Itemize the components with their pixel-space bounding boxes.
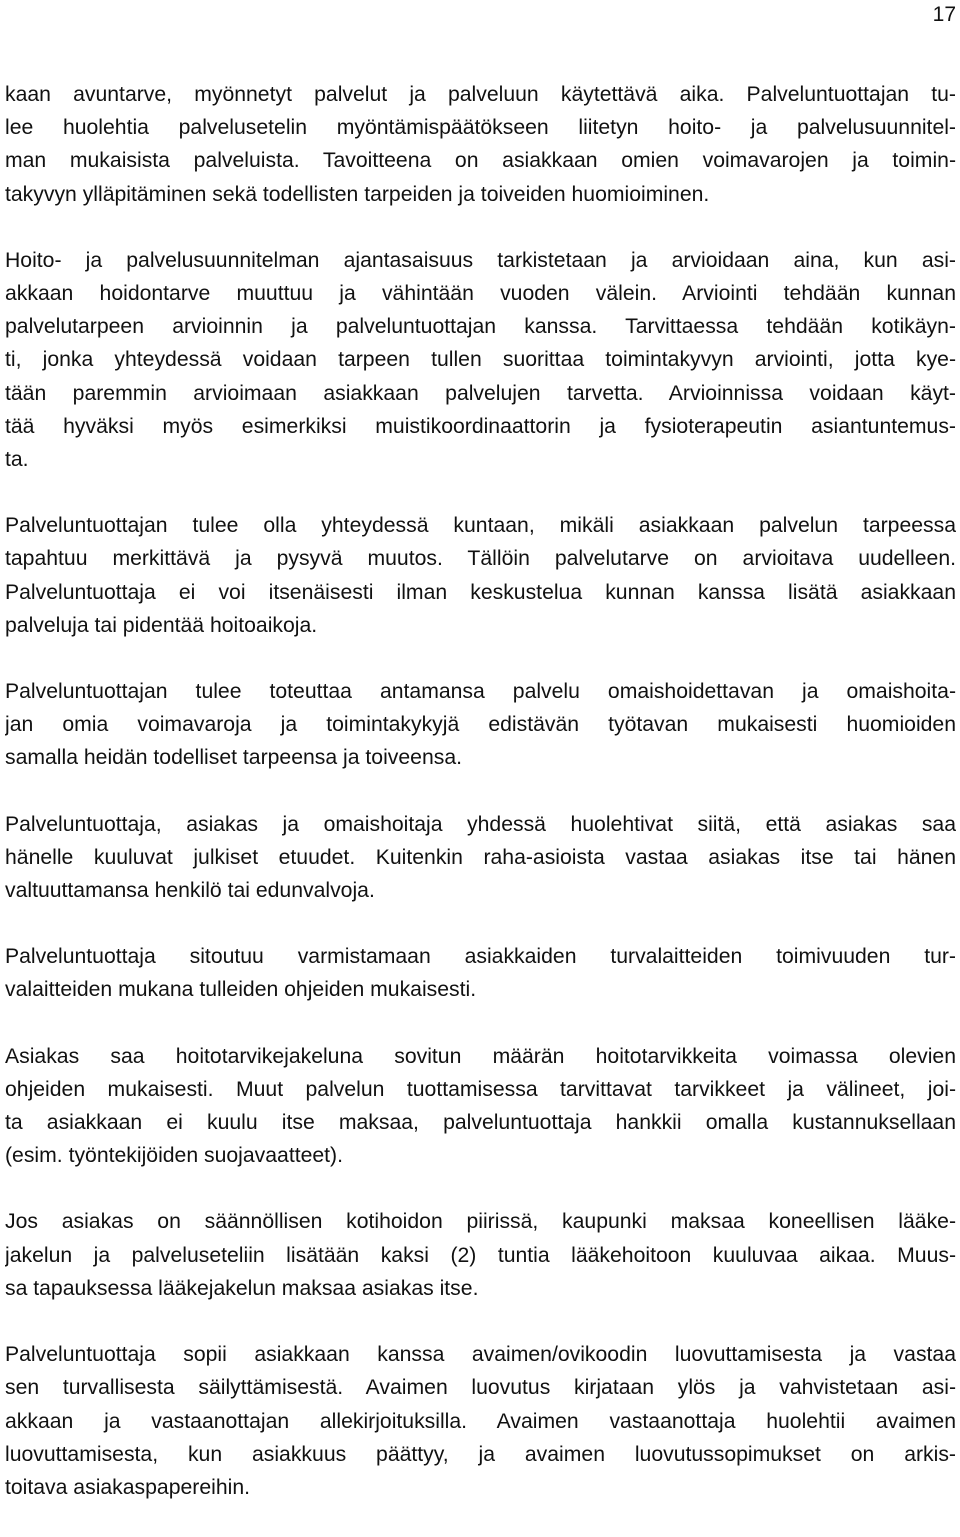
text-line: palveluja tai pidentää hoitoaikoja.: [5, 613, 318, 637]
text-line: jakelun ja palveluseteliin lisätään kaksi (2) tuntia lääkehoitoon kuuluvaa aikaa. Muus-: [5, 1243, 956, 1267]
text-line: (esim. työntekijöiden suojavaatteet).: [5, 1144, 343, 1168]
text-line: man mukaisista palveluista. Tavoitteena on asiakkaan omien voimavarojen ja toimin-: [5, 149, 956, 173]
text-line: Palveluntuottajan tulee toteuttaa antamansa palvelu omaishoidettavan ja omaishoita-: [5, 680, 956, 704]
text-line: valaitteiden mukana tulleiden ohjeiden mukaisesti.: [5, 978, 477, 1002]
text-line: ta.: [5, 448, 29, 472]
text-line: sen turvallisesta säilyttämisestä. Avaimen luovutus kirjataan ylös ja vahvistetaan asi-: [5, 1376, 956, 1400]
page-number: 17: [932, 3, 956, 26]
text-line: palvelutarpeen arvioinnin ja palveluntuottajan kanssa. Tarvittaessa tehdään kotikäyn-: [5, 315, 956, 339]
text-line: ti, jonka yhteydessä voidaan tarpeen tullen suorittaa toimintakyvyn arviointi, jotta kye-: [5, 348, 956, 372]
text-line: ohjeiden mukaisesti. Muut palvelun tuottamisessa tarvittavat tarvikkeet ja välineet, joi-: [5, 1077, 956, 1101]
paragraph: [5, 808, 956, 908]
text-line: luovuttamisesta, kun asiakkuus päättyy, ja avaimen luovutussopimukset on arkis-: [5, 1442, 956, 1466]
paragraph: [5, 1205, 956, 1305]
text-line: takyvyn ylläpitäminen sekä todellisten tarpeiden ja toiveiden huomioiminen.: [5, 182, 710, 206]
document-body: [5, 78, 956, 1537]
text-line: Palveluntuottaja sitoutuu varmistamaan asiakkaiden turvalaitteiden toimivuuden tur-: [5, 945, 956, 969]
paragraph: [5, 244, 956, 476]
text-line: Hoito- ja palvelusuunnitelman ajantasaisuus tarkistetaan ja arvioidaan aina, kun asi-: [5, 248, 956, 272]
text-line: ta asiakkaan ei kuulu itse maksaa, palveluntuottaja hankkii omalla kustannuksellaan: [5, 1111, 956, 1135]
paragraph: [5, 675, 956, 775]
text-line: Palveluntuottajan tulee olla yhteydessä kuntaan, mikäli asiakkaan palvelun tarpeessa: [5, 514, 956, 538]
text-line: tään paremmin arvioimaan asiakkaan palvelujen tarvetta. Arvioinnissa voidaan käyt-: [5, 381, 956, 405]
text-line: Asiakas saa hoitotarvikejakeluna sovitun määrän hoitotarvikkeita voimassa olevien: [5, 1044, 956, 1068]
paragraph: [5, 1040, 956, 1173]
text-line: kaan avuntarve, myönnetyt palvelut ja palveluun käytettävä aika. Palveluntuottajan tu-: [5, 83, 956, 106]
paragraph: [5, 940, 956, 1006]
text-line: samalla heidän todelliset tarpeensa ja toiveensa.: [5, 746, 463, 770]
text-line: Palveluntuottaja, asiakas ja omaishoitaja yhdessä huolehtivat siitä, että asiakas saa: [5, 812, 956, 836]
text-line: tapahtuu merkittävä ja pysyvä muutos. Tällöin palvelutarve on arvioitava uudelleen.: [5, 547, 956, 571]
text-line: lee huolehtia palvelusetelin myöntämispäätökseen liitetyn hoito- ja palvelusuunnitel-: [5, 116, 956, 140]
text-line: hänelle kuuluvat julkiset etuudet. Kuitenkin raha-asioista vastaa asiakas itse tai hänen: [5, 845, 956, 869]
text-line: sa tapauksessa lääkejakelun maksaa asiakas itse.: [5, 1276, 479, 1300]
paragraph: [5, 78, 956, 211]
text-line: Palveluntuottaja ei voi itsenäisesti ilman keskustelua kunnan kanssa lisätä asiakkaan: [5, 580, 956, 604]
text-line: valtuuttamansa henkilö tai edunvalvoja.: [5, 879, 375, 903]
text-line: akkaan hoidontarve muuttuu ja vähintään vuoden välein. Arviointi tehdään kunnan: [5, 282, 956, 306]
text-line: toitava asiakaspapereihin.: [5, 1475, 250, 1499]
paragraph: [5, 1338, 956, 1504]
text-line: Palveluntuottaja sopii asiakkaan kanssa avaimen/ovikoodin luovuttamisesta ja vastaa: [5, 1343, 956, 1367]
text-line: jan omia voimavaroja ja toimintakykyjä edistävän työtavan mukaisesti huomioiden: [5, 713, 956, 737]
text-line: akkaan ja vastaanottajan allekirjoituksilla. Avaimen vastaanottaja huolehtii avaimen: [5, 1409, 956, 1433]
text-line: tää hyväksi myös esimerkiksi muistikoordinaattorin ja fysioterapeutin asiantuntemus-: [5, 414, 956, 438]
paragraph: [5, 509, 956, 642]
text-line: Jos asiakas on säännöllisen kotihoidon piirissä, kaupunki maksaa koneellisen lääke-: [5, 1210, 956, 1234]
